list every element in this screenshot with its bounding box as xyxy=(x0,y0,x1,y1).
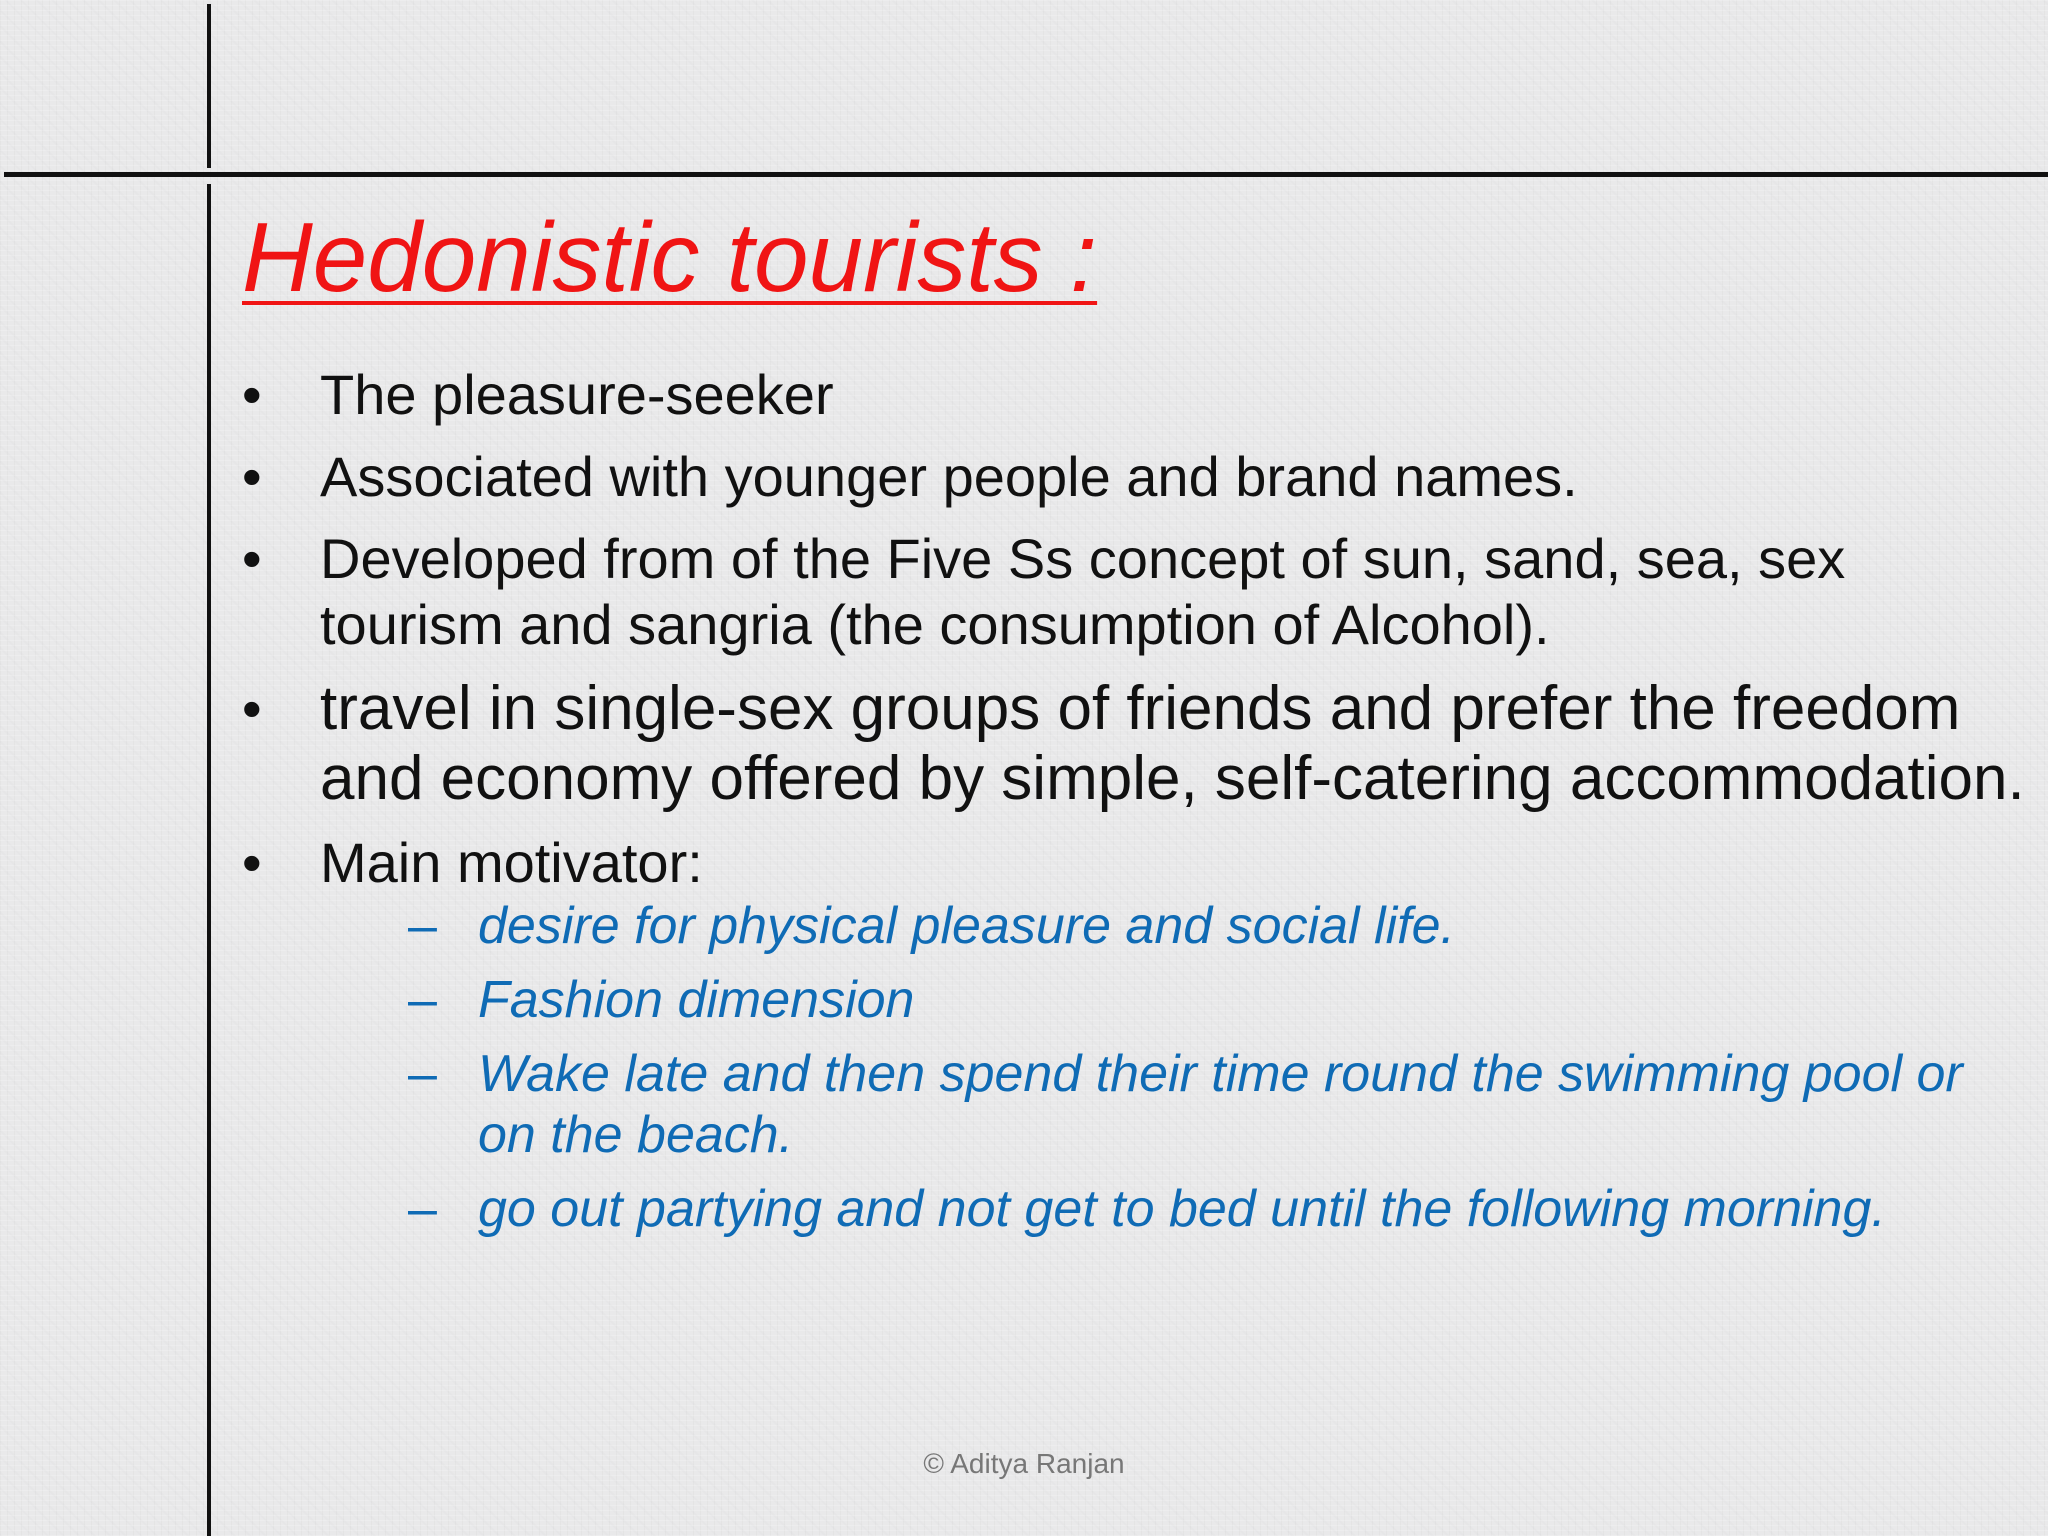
bullet-text: Developed from of the Five Ss concept of sun, sand, sea, sex tourism and sangria (the consumption of Alcohol). xyxy=(320,527,1846,656)
sub-bullet-item xyxy=(408,1044,2032,1166)
slide-title: Hedonistic tourists : xyxy=(242,202,1098,312)
sub-bullet-marker: – xyxy=(408,1045,437,1103)
bullet-item xyxy=(242,830,2032,1240)
sub-bullet-item xyxy=(408,896,2032,957)
bullet-marker: • xyxy=(242,831,262,894)
sub-bullet-item xyxy=(408,1179,2032,1240)
sub-bullet-marker: – xyxy=(408,897,437,955)
horizontal-rule xyxy=(4,172,2048,177)
bullet-item xyxy=(242,674,2032,814)
sub-bullet-item xyxy=(408,970,2032,1031)
sub-bullet-text: desire for physical pleasure and social life. xyxy=(478,897,1455,955)
sub-bullet-marker: – xyxy=(408,1180,437,1238)
vertical-rule-top xyxy=(207,4,211,168)
bullet-item xyxy=(242,526,2032,658)
vertical-rule-main xyxy=(207,184,211,1536)
bullet-item xyxy=(242,444,2032,510)
sub-bullet-marker: – xyxy=(408,971,437,1029)
bullet-marker: • xyxy=(242,363,262,426)
copyright-footer: © Aditya Ranjan xyxy=(923,1448,1125,1479)
sub-bullet-text: Wake late and then spend their time round the swimming pool or on the beach. xyxy=(478,1045,1963,1164)
sub-bullet-list xyxy=(320,896,2032,1240)
bullet-item xyxy=(242,362,2032,428)
bullet-marker: • xyxy=(242,527,262,590)
bullet-list xyxy=(242,362,2032,1256)
bullet-marker: • xyxy=(242,445,262,508)
sub-bullet-text: go out partying and not get to bed until the following morning. xyxy=(478,1180,1886,1238)
bullet-text: Associated with younger people and brand names. xyxy=(320,445,1578,508)
sub-bullet-text: Fashion dimension xyxy=(478,971,915,1029)
bullet-marker: • xyxy=(242,677,262,740)
bullet-text: The pleasure-seeker xyxy=(320,363,834,426)
bullet-text: Main motivator: xyxy=(320,831,703,894)
bullet-text: travel in single-sex groups of friends and prefer the freedom and economy offered by simple, self-catering accommodation. xyxy=(320,674,2025,813)
